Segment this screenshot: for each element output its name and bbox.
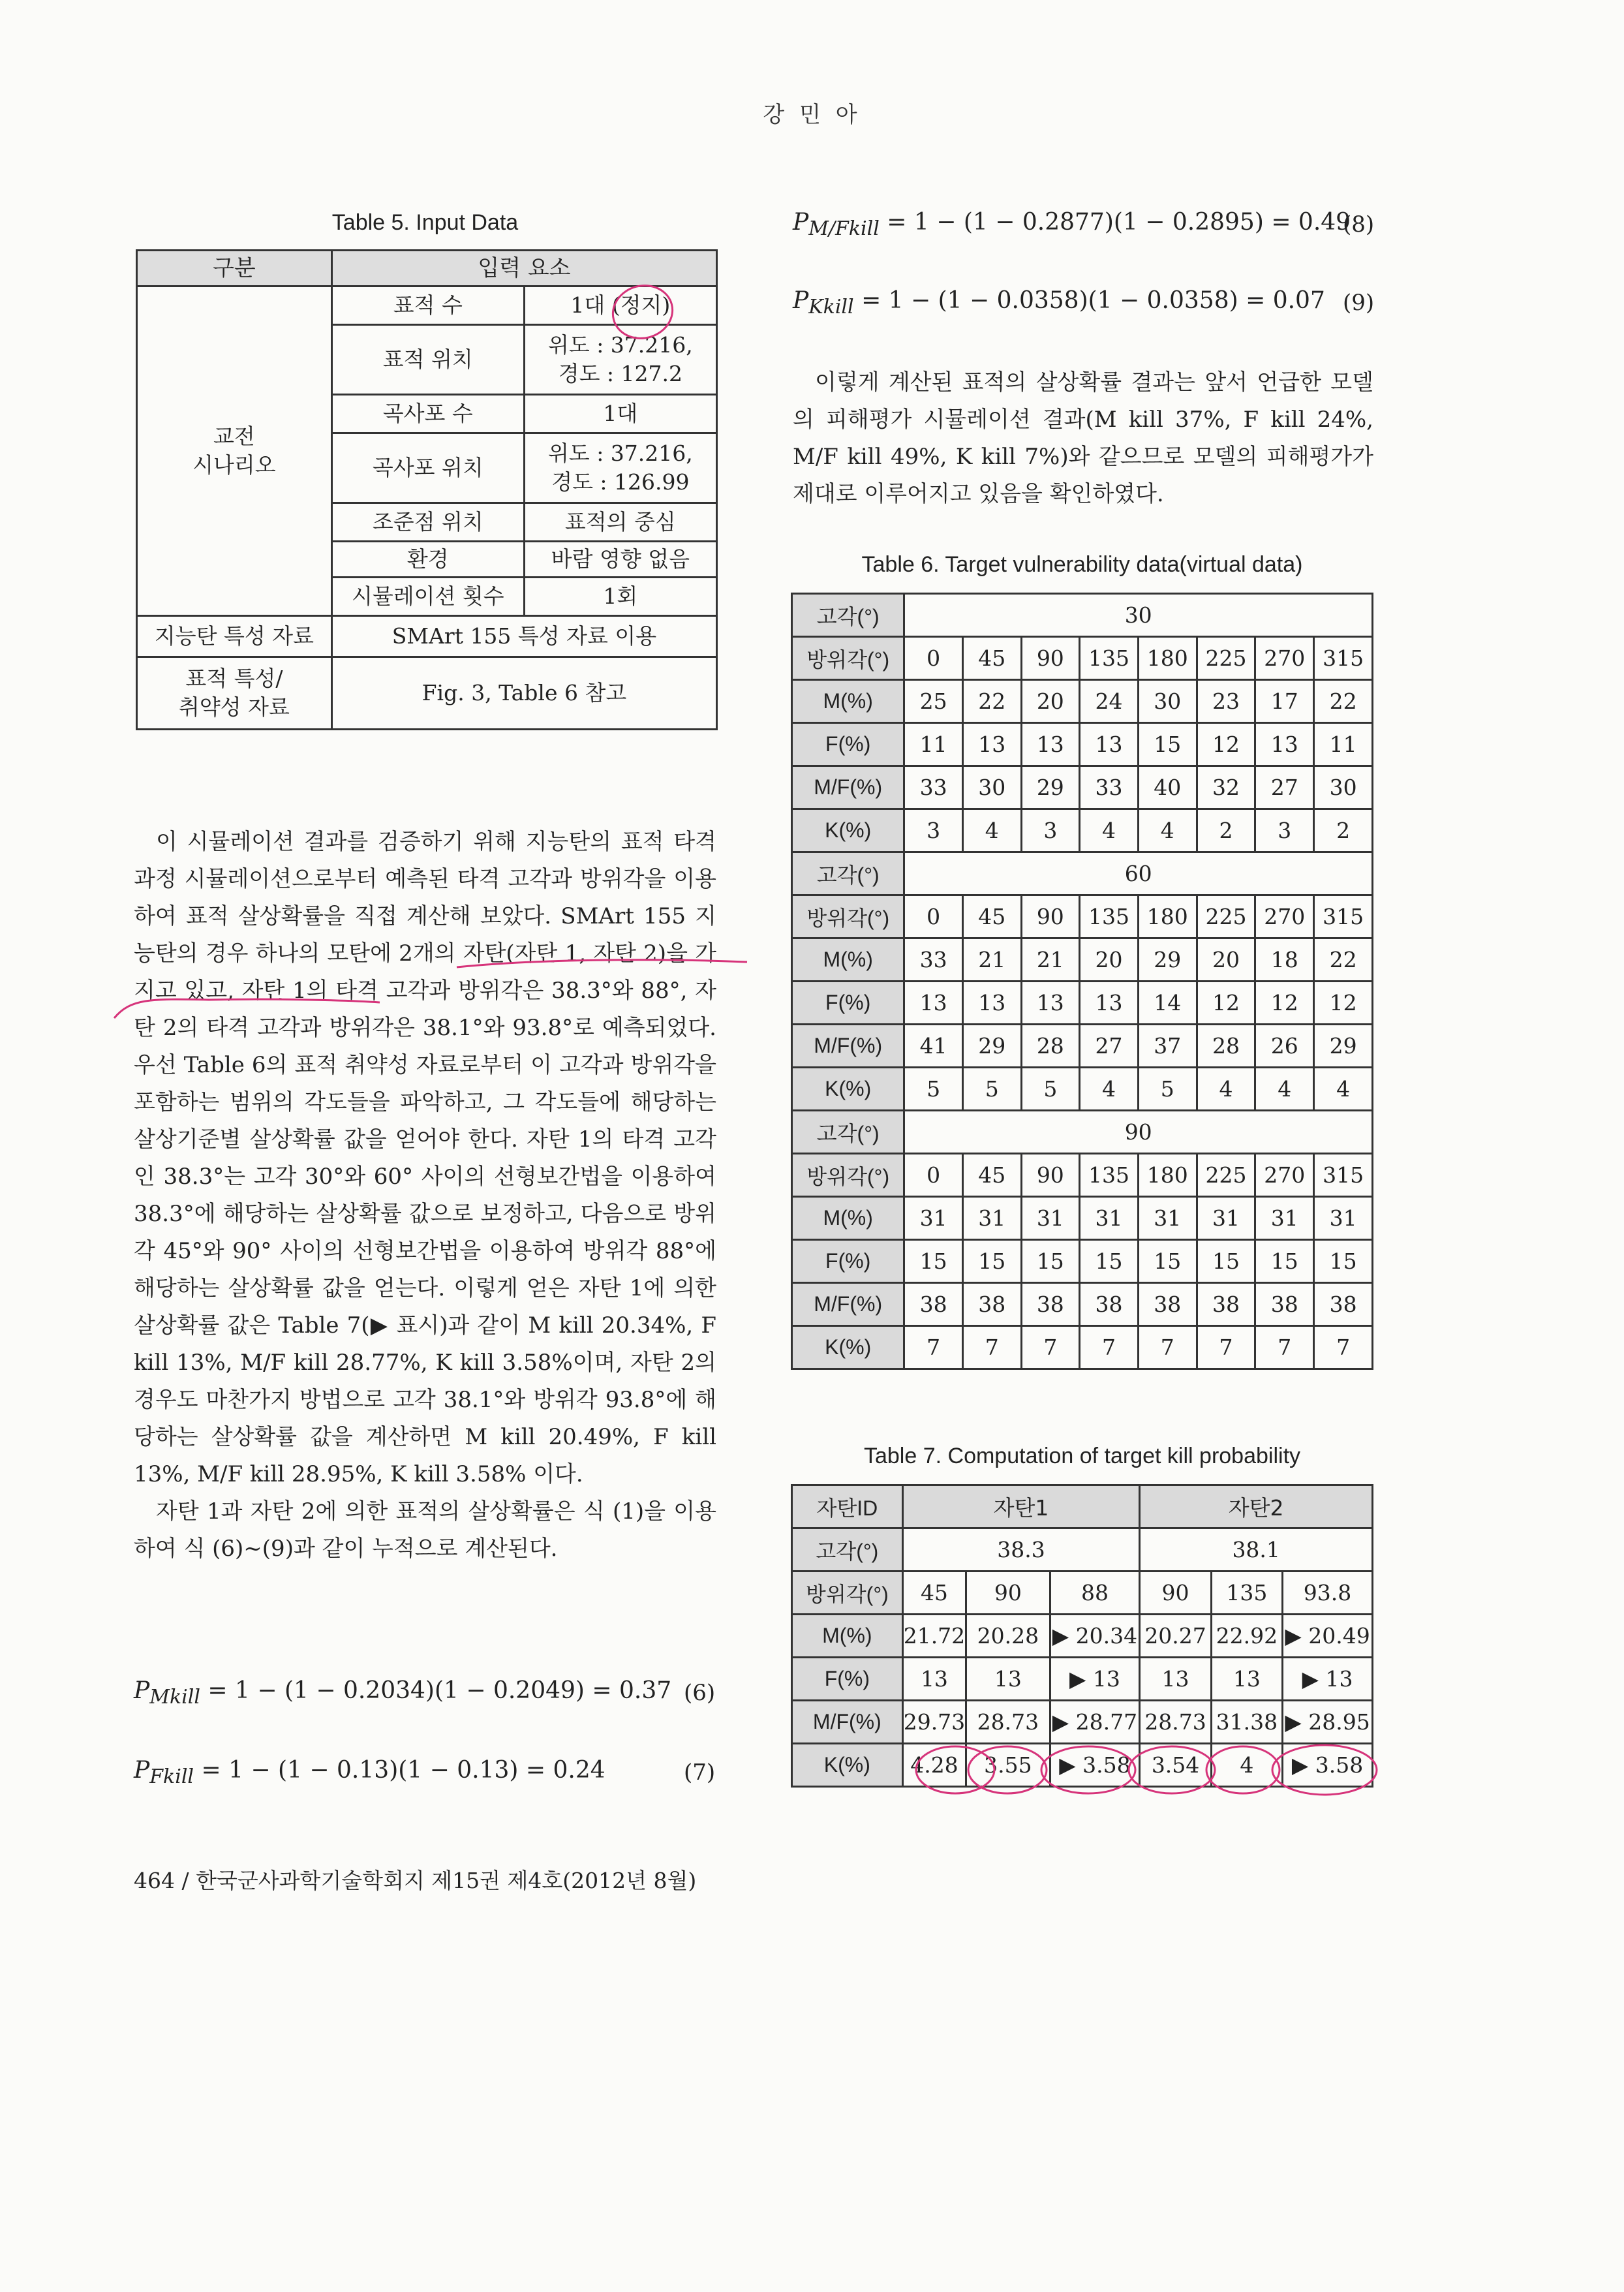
table6-row-label: M(%) [792,1197,904,1240]
equation-8: $P_{M/Fkill} = 1 - (1 - 0.2877)(1 - 0.2895) = 0.49$ [793,209,1351,241]
table6-data-row [792,723,1373,766]
table7-cell: 20.28 [966,1615,1050,1658]
table6-cell: 3 [1255,809,1314,852]
table7-cell: ▶ 3.58 [1283,1744,1373,1787]
table6-row-label: M(%) [792,680,904,723]
table6-data-row [792,938,1373,982]
table7-elevation-1: 38.3 [902,1528,1140,1572]
table7-cell: ▶ 20.34 [1050,1615,1140,1658]
table6-elevation-label: 고각(°) [792,852,904,895]
table6-row-label: F(%) [792,982,904,1025]
table6-azimuth-cell: 135 [1080,1154,1139,1197]
table5-item-value: 1대 [524,395,716,433]
table6-azimuth-cell: 315 [1314,895,1373,938]
table6-cell: 30 [1138,680,1197,723]
table6-cell: 17 [1255,680,1314,723]
table7-data-row [792,1744,1373,1787]
table6-cell: 32 [1197,766,1255,809]
table6-cell: 38 [904,1283,963,1326]
table6-azimuth-cell: 315 [1314,1154,1373,1197]
table6-cell: 7 [1080,1326,1139,1369]
table6-azimuth-cell: 180 [1138,895,1197,938]
table6-azimuth-label: 방위각(°) [792,1154,904,1197]
table6-data-row [792,982,1373,1025]
table6-elevation-value: 30 [904,594,1373,637]
table6-cell: 4 [962,809,1021,852]
table6-cell: 15 [962,1240,1021,1283]
table6-cell: 4 [1080,1068,1139,1111]
table7-elevation-row [792,1528,1373,1572]
table6-row-label: F(%) [792,1240,904,1283]
table6-cell: 29 [1314,1025,1373,1068]
table5-item-label: 표적 수 [331,286,524,325]
table7-cell: 28.73 [966,1701,1050,1744]
table6-data-row [792,680,1373,723]
table6-data-row [792,1240,1373,1283]
table6-cell: 7 [1314,1326,1373,1369]
equation-9-number: (9) [1343,290,1375,316]
table5-row [137,616,717,657]
table6-cell: 7 [962,1326,1021,1369]
table6-cell: 28 [1197,1025,1255,1068]
table6-cell: 13 [1080,723,1139,766]
table6-cell: 13 [962,982,1021,1025]
table6-cell: 31 [1080,1197,1139,1240]
table6-cell: 29 [962,1025,1021,1068]
table6-cell: 2 [1197,809,1255,852]
table5-group-label: 교전 시나리오 [137,286,332,616]
table7-caption: Table 7. Computation of target kill probability [863,1444,1301,1468]
table6-azimuth-cell: 270 [1255,637,1314,680]
table6-cell: 7 [1138,1326,1197,1369]
table6-cell: 15 [1138,723,1197,766]
table7-cell: ▶ 3.58 [1050,1744,1140,1787]
table6-cell: 38 [1197,1283,1255,1326]
table6-cell: 11 [1314,723,1373,766]
table6 [791,593,1373,1370]
table6-cell: 31 [1021,1197,1080,1240]
table6-cell: 12 [1314,982,1373,1025]
table6-elevation-label: 고각(°) [792,594,904,637]
table6-cell: 4 [1314,1068,1373,1111]
table7-cell: 13 [1211,1658,1282,1701]
table6-elevation-row [792,1111,1373,1154]
table6-cell: 37 [1138,1025,1197,1068]
table6-cell: 33 [904,766,963,809]
table6-azimuth-label: 방위각(°) [792,895,904,938]
table7-cell: 22.92 [1211,1615,1282,1658]
table7-cell: 4.28 [902,1744,966,1787]
equation-7: $P_{Fkill} = 1 - (1 - 0.13)(1 - 0.13) = 0.24$ [134,1757,605,1789]
table6-cell: 33 [1080,766,1139,809]
table5-item-value: 1회 [524,578,716,616]
table7-cell: ▶ 28.95 [1283,1701,1373,1744]
table5-row [137,286,717,325]
table6-row-label: K(%) [792,809,904,852]
table7-row-label: K(%) [792,1744,903,1787]
table6-cell: 20 [1197,938,1255,982]
table6-cell: 21 [962,938,1021,982]
table7-submunition-2: 자탄2 [1140,1485,1373,1528]
table6-cell: 13 [1080,982,1139,1025]
running-head: 강 민 아 [763,102,861,128]
table6-azimuth-cell: 225 [1197,895,1255,938]
table6-cell: 38 [1314,1283,1373,1326]
table6-cell: 31 [1255,1197,1314,1240]
table7-azimuth-cell: 135 [1211,1572,1282,1615]
table5-item-label: 시뮬레이션 횟수 [331,578,524,616]
table6-elevation-value: 90 [904,1111,1373,1154]
table5-row [137,657,717,730]
table7-azimuth-cell: 93.8 [1283,1572,1373,1615]
table6-cell: 20 [1080,938,1139,982]
table5-item-label: 곡사포 위치 [331,433,524,503]
table6-row-label: M/F(%) [792,1283,904,1326]
table5-item-value: Fig. 3, Table 6 참고 [331,657,716,730]
table6-cell: 27 [1080,1025,1139,1068]
table6-cell: 5 [1138,1068,1197,1111]
table7-submunition-1: 자탄1 [902,1485,1140,1528]
table7-cell: ▶ 28.77 [1050,1701,1140,1744]
table6-cell: 26 [1255,1025,1314,1068]
table7-cell: 21.72 [902,1615,966,1658]
table7-cell: 4 [1211,1744,1282,1787]
table6-data-row [792,1068,1373,1111]
table6-azimuth-cell: 0 [904,637,963,680]
table6-cell: 7 [1255,1326,1314,1369]
left-body-text [134,824,716,1568]
table6-elevation-row [792,594,1373,637]
left-paragraph-2: 자탄 1과 자탄 2에 의한 표적의 살상확률은 식 (1)을 이용하여 식 (6)~(9)과 같이 누적으로 계산된다. [134,1498,716,1562]
table7-id-row [792,1485,1373,1528]
table6-cell: 38 [1080,1283,1139,1326]
table6-cell: 5 [962,1068,1021,1111]
table6-elevation-value: 60 [904,852,1373,895]
table6-cell: 7 [1021,1326,1080,1369]
table6-cell: 4 [1197,1068,1255,1111]
table7-cell: 29.73 [902,1701,966,1744]
table5-header-cell: 구분 [137,251,332,286]
table7-cell: 28.73 [1140,1701,1211,1744]
table7-azimuth-cell: 90 [1140,1572,1211,1615]
table6-cell: 31 [1314,1197,1373,1240]
table6-cell: 4 [1255,1068,1314,1111]
table5-item-label: 환경 [331,542,524,578]
table6-cell: 38 [1255,1283,1314,1326]
table6-data-row [792,766,1373,809]
table6-azimuth-cell: 90 [1021,1154,1080,1197]
table7-cell: 13 [902,1658,966,1701]
page-footer: 464 / 한국군사과학기술학회지 제15권 제4호(2012년 8월) [134,1868,697,1893]
table6-caption: Table 6. Target vulnerability data(virtual data) [861,552,1303,577]
table6-azimuth-cell: 135 [1080,637,1139,680]
table6-cell: 31 [962,1197,1021,1240]
table6-cell: 22 [1314,680,1373,723]
table6-azimuth-cell: 135 [1080,895,1139,938]
table6-azimuth-cell: 315 [1314,637,1373,680]
table6-cell: 13 [904,982,963,1025]
table7-data-row [792,1658,1373,1701]
table7-cell: 3.55 [966,1744,1050,1787]
table6-azimuth-cell: 225 [1197,1154,1255,1197]
table6-data-row [792,809,1373,852]
table5-item-value: 위도 : 37.216, 경도 : 127.2 [524,325,716,395]
table6-cell: 18 [1255,938,1314,982]
table6-row-label: K(%) [792,1326,904,1369]
table6-cell: 13 [1021,723,1080,766]
table7-id-label: 자탄ID [792,1485,903,1528]
table6-elevation-row [792,852,1373,895]
table6-azimuth-cell: 45 [962,895,1021,938]
table5-item-label: 지능탄 특성 자료 [137,616,332,657]
table6-cell: 7 [904,1326,963,1369]
table6-cell: 38 [1138,1283,1197,1326]
table5-item-value: SMArt 155 특성 자료 이용 [331,616,716,657]
table6-cell: 29 [1021,766,1080,809]
table7-cell: 20.27 [1140,1615,1211,1658]
table6-cell: 40 [1138,766,1197,809]
table7-azimuth-row [792,1572,1373,1615]
table7-data-row [792,1701,1373,1744]
table6-azimuth-row [792,1154,1373,1197]
table6-azimuth-cell: 270 [1255,895,1314,938]
table6-row-label: M/F(%) [792,1025,904,1068]
table6-data-row [792,1326,1373,1369]
table7-elevation-label: 고각(°) [792,1528,903,1572]
table6-cell: 5 [904,1068,963,1111]
table6-cell: 38 [962,1283,1021,1326]
table7-azimuth-cell: 88 [1050,1572,1140,1615]
table7-azimuth-label: 방위각(°) [792,1572,903,1615]
table5-item-value: 위도 : 37.216, 경도 : 126.99 [524,433,716,503]
table6-azimuth-row [792,637,1373,680]
table5 [136,249,718,730]
table6-row-label: K(%) [792,1068,904,1111]
table6-cell: 15 [904,1240,963,1283]
table5-item-value: 바람 영향 없음 [524,542,716,578]
table5-header-cell: 입력 요소 [331,251,716,286]
table6-cell: 12 [1197,723,1255,766]
right-paragraph: 이렇게 계산된 표적의 살상확률 결과는 앞서 언급한 모델의 피해평가 시뮬레이션 결과(M kill 37%, F kill 24%, M/F kill 49%, K kill 7%)와 같으므로 모델의 피해평가가 제대로 이루어지고 있음을 확인하였다. [793,369,1373,507]
table6-data-row [792,1283,1373,1326]
table6-cell: 12 [1255,982,1314,1025]
table6-cell: 2 [1314,809,1373,852]
table6-cell: 15 [1080,1240,1139,1283]
table7-cell: 3.54 [1140,1744,1211,1787]
table6-cell: 20 [1021,680,1080,723]
table6-cell: 7 [1197,1326,1255,1369]
table7-row-label: F(%) [792,1658,903,1701]
table6-cell: 24 [1080,680,1139,723]
table6-azimuth-cell: 0 [904,1154,963,1197]
table7-azimuth-cell: 45 [902,1572,966,1615]
table6-row-label: M(%) [792,938,904,982]
right-body-text [793,364,1373,513]
table6-cell: 5 [1021,1068,1080,1111]
table7-row-label: M(%) [792,1615,903,1658]
table7-azimuth-cell: 90 [966,1572,1050,1615]
table6-elevation-label: 고각(°) [792,1111,904,1154]
table7-cell: 13 [1140,1658,1211,1701]
table6-data-row [792,1025,1373,1068]
table6-azimuth-cell: 90 [1021,895,1080,938]
table6-cell: 21 [1021,938,1080,982]
table5-item-value: 1대 (정지) [524,286,716,325]
table6-cell: 30 [962,766,1021,809]
table6-cell: 29 [1138,938,1197,982]
table6-cell: 13 [1255,723,1314,766]
table6-cell: 38 [1021,1283,1080,1326]
equation-8-number: (8) [1343,211,1375,238]
table6-cell: 31 [1197,1197,1255,1240]
table6-azimuth-cell: 45 [962,637,1021,680]
table6-cell: 33 [904,938,963,982]
table6-azimuth-cell: 90 [1021,637,1080,680]
table6-data-row [792,1197,1373,1240]
table7-elevation-2: 38.1 [1140,1528,1373,1572]
table6-cell: 25 [904,680,963,723]
table7-cell: 13 [966,1658,1050,1701]
table6-azimuth-cell: 180 [1138,637,1197,680]
table6-cell: 15 [1314,1240,1373,1283]
table6-cell: 22 [1314,938,1373,982]
equation-6-number: (6) [684,1680,716,1706]
table5-item-value: 표적의 중심 [524,503,716,542]
table6-cell: 13 [1021,982,1080,1025]
table6-cell: 23 [1197,680,1255,723]
table6-azimuth-cell: 180 [1138,1154,1197,1197]
table7-cell: ▶ 13 [1050,1658,1140,1701]
table6-cell: 31 [904,1197,963,1240]
table6-cell: 15 [1255,1240,1314,1283]
table7-cell: ▶ 13 [1283,1658,1373,1701]
equation-9: $P_{Kkill} = 1 - (1 - 0.0358)(1 - 0.0358) = 0.07$ [793,287,1325,319]
table6-cell: 22 [962,680,1021,723]
left-paragraph-1: 이 시뮬레이션 결과를 검증하기 위해 지능탄의 표적 타격과정 시뮬레이션으로부터 예측된 타격 고각과 방위각을 이용하여 표적 살상확률을 직접 계산해 보았다. SMArt 155 지능탄의 경우 하나의 모탄에 2개의 자탄(자탄 1, 자탄 2)을 가지고 있고, 자탄 1의 타격 고각과 방위각은 38.3°와 88°, 자탄 2의 타격 고각과 방위각은 38.1°와 93.8°로 예측되었다. 우선 Table 6의 표적 취약성 자료로부터 이 고각과 방위각을 포함하는 범위의 각도들을 파악하고, 그 각도들에 해당하는 살상기준별 살상확률 값을 얻어야 한다. 자탄 1의 타격 고각인 38.3°는 고각 30°와 60° 사이의 선형보간법을 이용하여 38.3°에 해당하는 살상확률 값으로 보정하고, 다음으로 방위각 45°와 90° 사이의 선형보간법을 이용하여 방위각 88°에 해당하는 살상확률 값을 얻는다. 이렇게 얻은 자탄 1에 의한 살상확률 값은 Table 7(▶ 표시)과 같이 M kill 20.34%, F kill 13%, M/F kill 28.77%, K kill 3.58%이며, 자탄 2의 경우도 마찬가지 방법으로 고각 38.1°와 방위각 93.8°에 해당하는 살상확률 값을 계산하면 M kill 20.49%, F kill 13%, M/F kill 28.95%, K kill 3.58% 이다. [134,829,716,1487]
table6-cell: 3 [1021,809,1080,852]
equation-6: $P_{Mkill} = 1 - (1 - 0.2034)(1 - 0.2049) = 0.37$ [134,1677,672,1709]
table6-cell: 31 [1138,1197,1197,1240]
table5-item-label: 곡사포 수 [331,395,524,433]
table6-azimuth-cell: 0 [904,895,963,938]
table7-row-label: M/F(%) [792,1701,903,1744]
table6-row-label: M/F(%) [792,766,904,809]
table5-caption: Table 5. Input Data [331,210,519,235]
table6-cell: 3 [904,809,963,852]
table6-cell: 15 [1021,1240,1080,1283]
table7-cell: 31.38 [1211,1701,1282,1744]
table6-cell: 11 [904,723,963,766]
table6-cell: 28 [1021,1025,1080,1068]
table5-item-label: 표적 특성/ 취약성 자료 [137,657,332,730]
table6-row-label: F(%) [792,723,904,766]
equation-7-number: (7) [684,1759,716,1786]
table6-azimuth-cell: 270 [1255,1154,1314,1197]
table6-cell: 27 [1255,766,1314,809]
table7-cell: ▶ 20.49 [1283,1615,1373,1658]
table6-azimuth-row [792,895,1373,938]
table6-cell: 4 [1138,809,1197,852]
table6-cell: 4 [1080,809,1139,852]
table6-cell: 30 [1314,766,1373,809]
table6-azimuth-cell: 45 [962,1154,1021,1197]
table6-cell: 15 [1197,1240,1255,1283]
table6-cell: 12 [1197,982,1255,1025]
table5-header-row [137,251,717,286]
table5-item-label: 표적 위치 [331,325,524,395]
table6-azimuth-label: 방위각(°) [792,637,904,680]
table6-cell: 41 [904,1025,963,1068]
table6-azimuth-cell: 225 [1197,637,1255,680]
table7-data-row [792,1615,1373,1658]
table7 [791,1484,1373,1788]
table6-cell: 14 [1138,982,1197,1025]
table6-cell: 13 [962,723,1021,766]
table5-item-label: 조준점 위치 [331,503,524,542]
table6-cell: 15 [1138,1240,1197,1283]
